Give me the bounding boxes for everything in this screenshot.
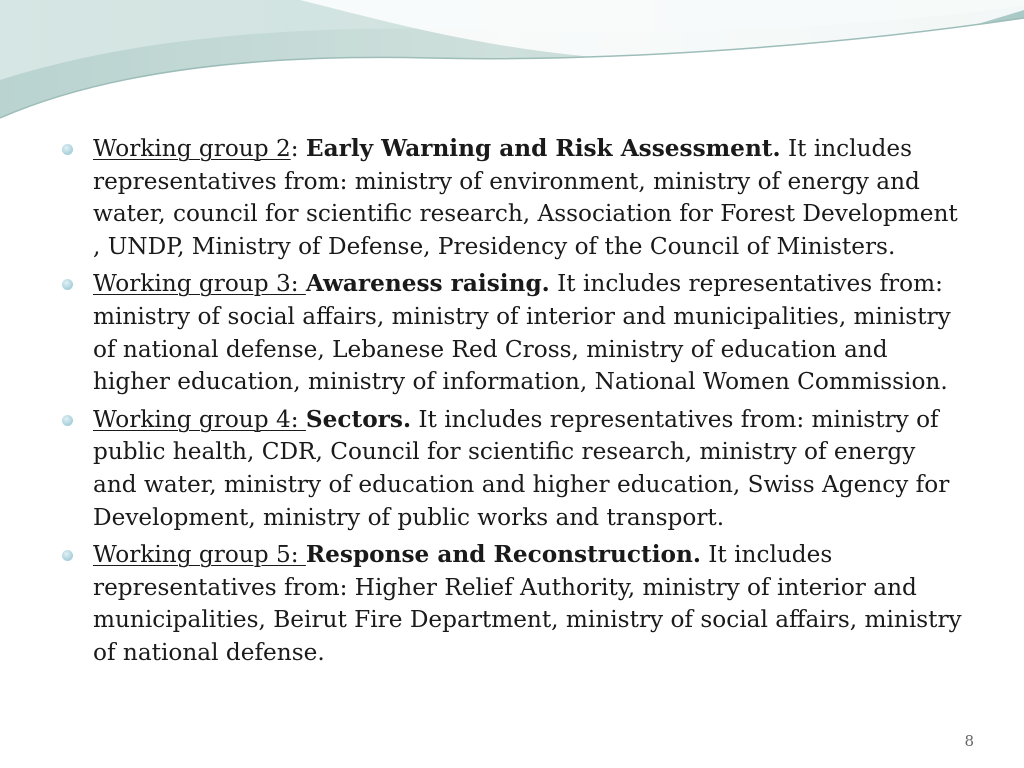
working-group-label: Working group 5: (93, 541, 306, 569)
bullet-list (62, 133, 962, 675)
working-group-description: It includes representatives from: ministry of public health, CDR, Council for scientific research, ministry of energy and water, ministry of education and higher education, Swiss Agency for Development, ministry of public works and transport. (93, 405, 950, 531)
bullet-dot-icon (62, 415, 73, 426)
list-item-working-group-4 (62, 404, 962, 534)
label-separator: : (290, 135, 306, 162)
working-group-title: Response and Reconstruction. (305, 541, 701, 569)
working-group-title: Awareness raising. (305, 270, 550, 298)
working-group-label: Working group 4: (93, 405, 306, 433)
working-group-description: It includes representatives from: Higher Relief Authority, ministry of interior and municipalities, Beirut Fire Department, ministry of social affairs, ministry of national defense. (93, 541, 962, 666)
working-group-label: Working group 2 (93, 135, 291, 162)
working-group-title: Early Warning and Risk Assessment. (305, 135, 781, 162)
header-swoosh-decoration (0, 0, 1024, 130)
list-item-working-group-3 (62, 268, 962, 398)
working-group-label: Working group 3: (93, 270, 306, 298)
bullet-dot-icon (62, 550, 73, 561)
working-group-title: Sectors. (305, 405, 412, 433)
working-group-description: It includes representatives from: ministry of environment, ministry of energy and water, council for scientific research, Association for Forest Development , UNDP, Ministry of Defense, Presidency of the Council of Ministers. (93, 135, 958, 260)
working-group-description: It includes representatives from: ministry of social affairs, ministry of interior and municipalities, ministry of national defense, Lebanese Red Cross, ministry of education and higher education, ministry of information, National Women Commission. (93, 270, 951, 396)
bullet-dot-icon (62, 144, 73, 155)
bullet-dot-icon (62, 279, 73, 290)
list-item-working-group-5 (62, 539, 962, 669)
page-number: 8 (964, 732, 974, 750)
list-item-working-group-2 (62, 133, 962, 263)
